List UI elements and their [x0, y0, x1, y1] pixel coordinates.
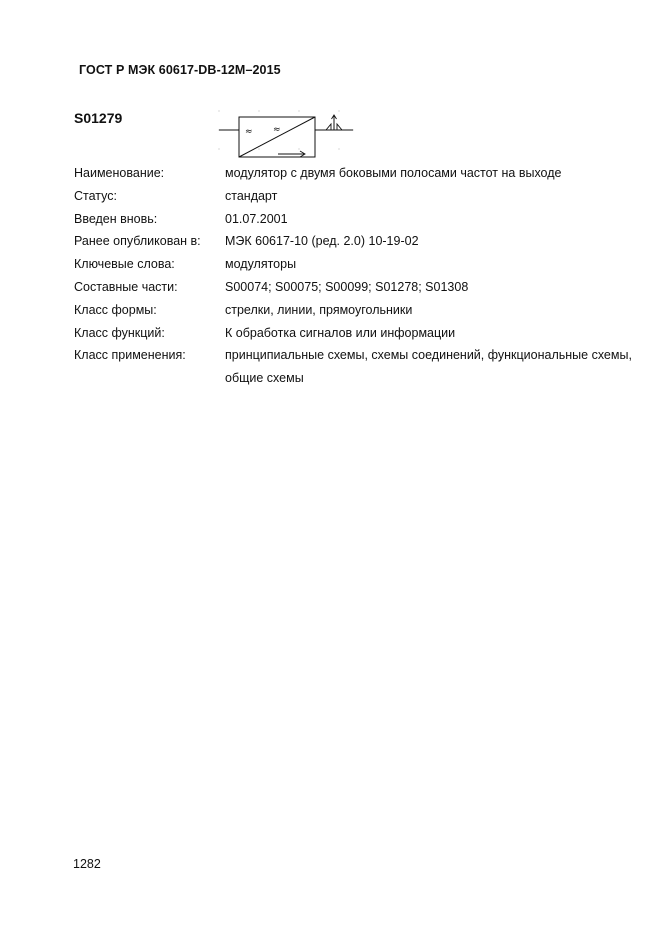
- field-value: 01.07.2001: [225, 211, 288, 226]
- field-label: Статус:: [74, 188, 117, 203]
- field-label: Составные части:: [74, 279, 178, 294]
- field-label: Ключевые слова:: [74, 257, 175, 272]
- field-label: Класс функций:: [74, 325, 165, 340]
- field-label: Ранее опубликован в:: [74, 234, 201, 249]
- field-value: МЭК 60617-10 (ред. 2.0) 10-19-02: [225, 234, 419, 249]
- field-row-components: [74, 276, 634, 299]
- symbol-properties: [74, 162, 634, 390]
- field-label: Класс применения:: [74, 348, 186, 363]
- field-label: Введен вновь:: [74, 211, 158, 226]
- field-label: Класс формы:: [74, 302, 157, 317]
- field-row-published: [74, 230, 634, 253]
- page-number: 1282: [73, 857, 101, 871]
- field-row-keywords: [74, 253, 634, 276]
- field-row-function-class: [74, 322, 634, 345]
- field-row-shape-class: [74, 299, 634, 322]
- field-value: модулятор с двумя боковыми полосами частот на выходе: [225, 166, 562, 180]
- field-value: модуляторы: [225, 257, 297, 272]
- svg-text:≈: ≈: [273, 125, 281, 135]
- field-row-name: [74, 162, 634, 185]
- field-label: Наименование:: [74, 166, 165, 180]
- symbol-code: S01279: [74, 110, 123, 126]
- field-value: К обработка сигналов или информации: [225, 325, 456, 340]
- field-value: стандарт: [225, 188, 278, 203]
- field-value: стрелки, линии, прямоугольники: [225, 302, 413, 317]
- field-row-application-class: [74, 344, 634, 390]
- field-value: S00074; S00075; S00099; S01278; S01308: [225, 279, 469, 294]
- field-value: принципиальные схемы, схемы соединений, функциональные схемы, общие схемы: [225, 348, 632, 386]
- field-row-status: [74, 185, 634, 208]
- document-header: ГОСТ Р МЭК 60617-DB-12M–2015: [79, 63, 281, 77]
- svg-text:≈: ≈: [245, 127, 253, 137]
- field-row-introduced: [74, 208, 634, 231]
- modulator-symbol-icon: [216, 108, 356, 160]
